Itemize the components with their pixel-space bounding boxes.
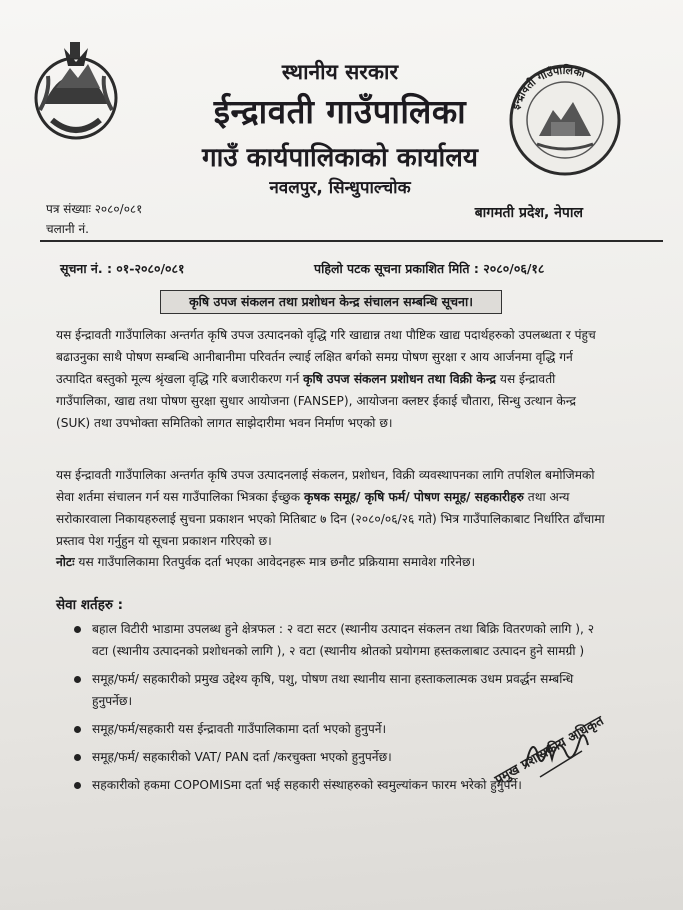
header-local-government: स्थानीय सरकार [281,60,399,84]
notice-number: सूचना नं. : ०१-२०८०/०८१ [60,261,185,276]
note-label: नोटः [56,555,75,569]
municipality-seal-icon [503,58,627,176]
dispatch-number: चलानी नं. [46,222,89,236]
seal-text: इन्द्रावती गाउँपालिका [508,63,587,111]
list-item: बहाल विटीरी भाडामा उपलब्ध हुने क्षेत्रफल : २ वटा सटर (स्थानीय उत्पादन संकलन तथा बिक्रि वितरणको लागि ), २ वटा (स्थानीय उत्पादनको प्रशोधनको लागि ), २ वटा (स्थानीय श्रोतको प्रयोगमा हस्तकलाबाट उत्पादन हुने सामग्री ) [70,618,610,662]
body-paragraph-1-text-a: यस ईन्द्रावती गाउँपालिका अन्तर्गत कृषि उपज उत्पादनको वृद्धि गरि खाद्यान्न तथा पौष्टिक खाद्य पदार्थहरुको उपलब्धता र पंहुच बढाउनुका साथै पोषण सम्बन्धि आनीबानीमा परिवर्तन ल्याई लक्षित बर्गको समग्र पोषण सुरक्षा र आय आर्जनमा वृद्धि गर्न उत्पादित बस्तुको मूल्य श्रृंखला वृद्धि गरि बजारीकरण गर्न [56,328,596,386]
publication-date: पहिलो पटक सूचना प्रकाशित मिति : २०८०/०६/१८ [314,261,545,276]
header-divider [40,240,663,242]
province-name: बागमती प्रदेश, नेपाल [474,205,583,221]
terms-heading: सेवा शर्तहरु : [56,597,124,613]
body-paragraph-1 [56,324,608,434]
body-paragraph-1-bold: कृषि उपज संकलन प्रशोधन तथा विक्री केन्द्र [303,372,496,386]
list-item: सहकारीको हकमा COPOMISमा दर्ता भई सहकारी संस्थाहरुको स्वमुल्यांकन फारम भरेको हुनुपर्ने। [70,774,610,796]
header-municipality-name: ईन्द्रावती गाउँपालिका [213,92,467,131]
list-item: समूह/फर्म/ सहकारीको प्रमुख उद्देश्य कृषि, पशु, पोषण तथा स्थानीय साना हस्ताकलात्मक उधम प्रवर्द्धन सम्बन्धि हुनुपर्नेछ। [70,668,610,712]
note-text: यस गाउँपालिकामा रितपुर्वक दर्ता भएका आवेदनहरू मात्र छनौट प्रक्रियामा समावेश गरिनेछ। [74,555,476,569]
letter-number: पत्र संख्याः २०८०/०८१ [46,202,143,216]
body-paragraph-2 [56,464,608,552]
note-paragraph [56,551,616,573]
signature-stamp: प्रमुख प्रशासकीय अधिकृत [492,713,607,788]
nepal-emblem-icon [30,40,122,148]
header-office-name: गाउँ कार्यपालिकाको कार्यालय [202,143,478,173]
body-paragraph-2-text-a: यस ईन्द्रावती गाउँपालिका अन्तर्गत कृषि उपज उत्पादनलाई संकलन, प्रशोधन, विक्री व्यवस्थापनका लागि तपशिल बमोजिमको सेवा शर्तमा संचालन गर्न यस गाउँपालिका भित्रका ईच्छुक [56,468,595,504]
list-item: समूह/फर्म/सहकारी यस ईन्द्रावती गाउँपालिकामा दर्ता भएको हुनुपर्ने। [70,718,610,740]
header-address: नवलपुर, सिन्धुपाल्चोक [269,178,411,198]
body-paragraph-1-text-b: यस ईन्द्रावती गाउँपालिका, खाद्य तथा पोषण सुरक्षा सुधार आयोजना (FANSEP), आयोजना क्लष्टर ईकाई चौतारा, सिन्धु उत्थान केन्द्र (SUK) तथा उपभोक्ता समितिको लागत साझेदारीमा भवन निर्माण भएको छ। [56,372,577,430]
list-item: समूह/फर्म/ सहकारीको VAT/ PAN दर्ता /करचुक्ता भएको हुनुपर्नेछ। [70,746,610,768]
notice-subject: कृषि उपज संकलन तथा प्रशोधन केन्द्र संचालन सम्बन्धि सूचना। [160,290,502,314]
body-paragraph-2-bold: कृषक समूह/ कृषि फर्म/ पोषण समूह/ सहकारीहरु [304,490,524,504]
body-paragraph-2-text-b: तथा अन्य सरोकारवाला निकायहरुलाई सुचना प्रकाशन भएको मितिबाट ७ दिन (२०८०/०६/२६ गते) भित्र गाउँपालिकाबाट निर्धारित ढाँचामा प्रस्ताव पेश गर्नुहुन यो सूचना प्रकाशन गरिएको छ। [56,490,605,548]
